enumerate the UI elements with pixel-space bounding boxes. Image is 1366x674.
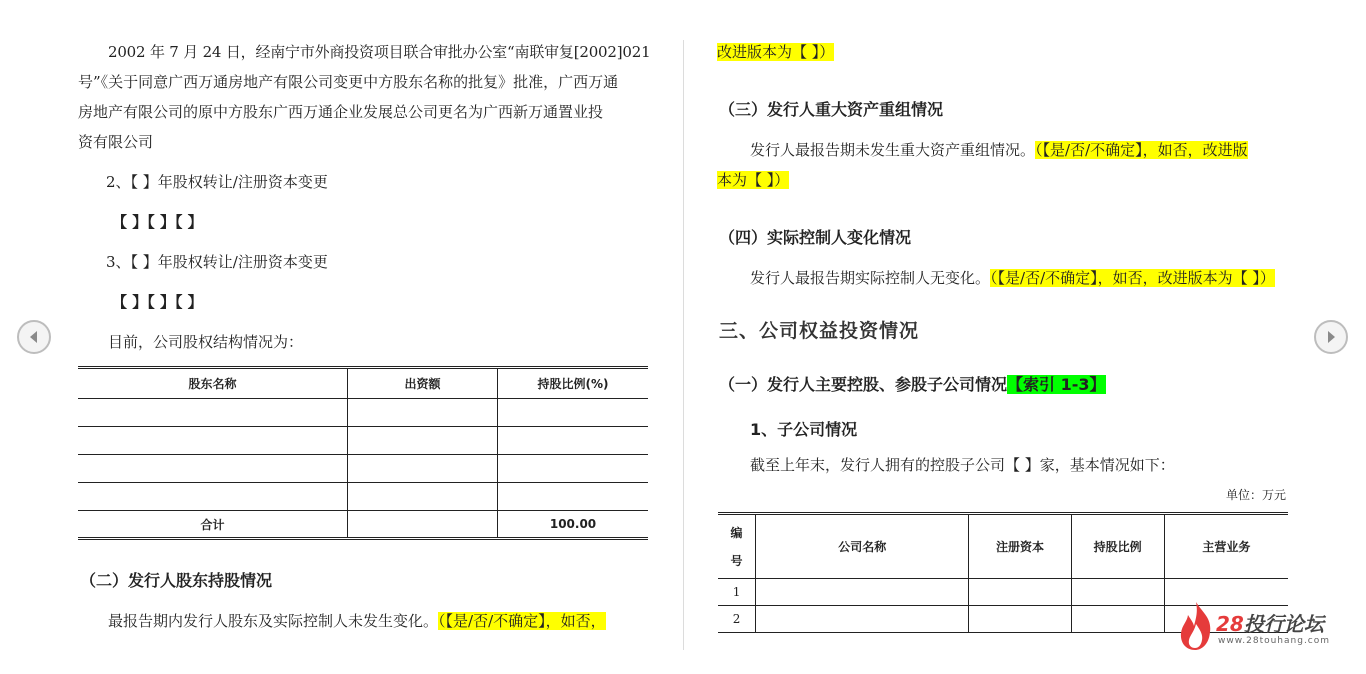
- item-3: 3、【 】年股权转让/注册资本变更: [106, 253, 328, 271]
- logo-url: www.28touhang.com: [1218, 636, 1331, 646]
- table-row: 2: [718, 606, 1288, 633]
- intro-line-3: 房地产有限公司的原中方股东广西万通企业发展总公司更名为广西新万通置业投: [78, 103, 604, 121]
- intro-line-4: 资有限公司: [78, 133, 154, 151]
- col-number: 编号: [718, 514, 756, 579]
- table-row: 1: [718, 579, 1288, 606]
- col-percentage: 持股比例(%): [498, 368, 649, 399]
- col-registered-capital: 注册资本: [969, 514, 1071, 579]
- top-continuation: 改进版本为【 】）: [717, 43, 835, 61]
- unit-label: 单位：万元: [1226, 488, 1287, 502]
- page-divider: [683, 40, 684, 650]
- section-4-title: （四）实际控制人变化情况: [719, 228, 912, 247]
- intro-line-2: 号”《关于同意广西万通房地产有限公司变更中方股东名称的批复》批准，广西万通: [78, 73, 619, 91]
- total-value: 100.00: [498, 511, 649, 539]
- chevron-right-icon: [1323, 329, 1339, 345]
- section-3-text: 发行人最报告期未发生重大资产重组情况。（【是/否/不确定】，如否，改进版: [750, 141, 1248, 159]
- section-3-title: （三）发行人重大资产重组情况: [719, 100, 944, 119]
- site-logo: [1176, 600, 1346, 652]
- total-label: 合计: [78, 511, 348, 539]
- item-2-sub: 【 】【 】【 】: [112, 213, 203, 231]
- chapter-3-title: 三、公司权益投资情况: [719, 320, 920, 342]
- col-main-business: 主营业务: [1164, 514, 1288, 579]
- table-row: [78, 399, 648, 427]
- section-2-title: （二）发行人股东持股情况: [80, 571, 273, 590]
- section-3-highlight: （【是/否/不确定】，如否，改进版: [1035, 141, 1248, 159]
- prev-page-button[interactable]: [17, 320, 51, 354]
- item-3-sub: 【 】【 】【 】: [112, 293, 203, 311]
- index-tag: 【索引 1-3】: [1007, 375, 1106, 394]
- col-capital: 出资额: [348, 368, 498, 399]
- total-row: [78, 511, 648, 539]
- logo-text: 28投行论坛: [1216, 612, 1324, 636]
- flame-icon: [1176, 600, 1216, 652]
- item-2: 2、【 】年股权转让/注册资本变更: [106, 173, 328, 191]
- col-shareholder-name: 股东名称: [78, 368, 348, 399]
- col-holding-ratio: 持股比例: [1071, 514, 1164, 579]
- table-row: [78, 427, 648, 455]
- subsidiaries-title: 1、子公司情况: [750, 420, 858, 439]
- section-4-highlight: （【是/否/不确定】，如否，改进版本为【 】）: [990, 269, 1275, 287]
- section-2-text: 最报告期内发行人股东及实际控制人未发生变化。（【是/否/不确定】，如否，: [108, 612, 606, 630]
- subsidiaries-text: 截至上年末，发行人拥有的控股子公司【 】家，基本情况如下：: [750, 456, 1175, 474]
- section-4-text: 发行人最报告期实际控制人无变化。（【是/否/不确定】，如否，改进版本为【 】）: [750, 269, 1275, 287]
- section-3-text-cont: 本为【 】）: [717, 171, 790, 189]
- current-structure-text: 目前，公司股权结构情况为：: [108, 333, 304, 351]
- chevron-left-icon: [26, 329, 42, 345]
- section-2-highlight: （【是/否/不确定】，如否，: [438, 612, 606, 630]
- shareholder-table: [78, 366, 648, 540]
- next-page-button[interactable]: [1314, 320, 1348, 354]
- subsection-1-title: （一）发行人主要控股、参股子公司情况【索引 1-3】: [719, 375, 1106, 394]
- table-row: [78, 455, 648, 483]
- col-company-name: 公司名称: [756, 514, 969, 579]
- intro-line-1: 2002 年 7 月 24 日，经南宁市外商投资项目联合审批办公室“南联审复[2002]021: [108, 43, 651, 61]
- table-row: [78, 483, 648, 511]
